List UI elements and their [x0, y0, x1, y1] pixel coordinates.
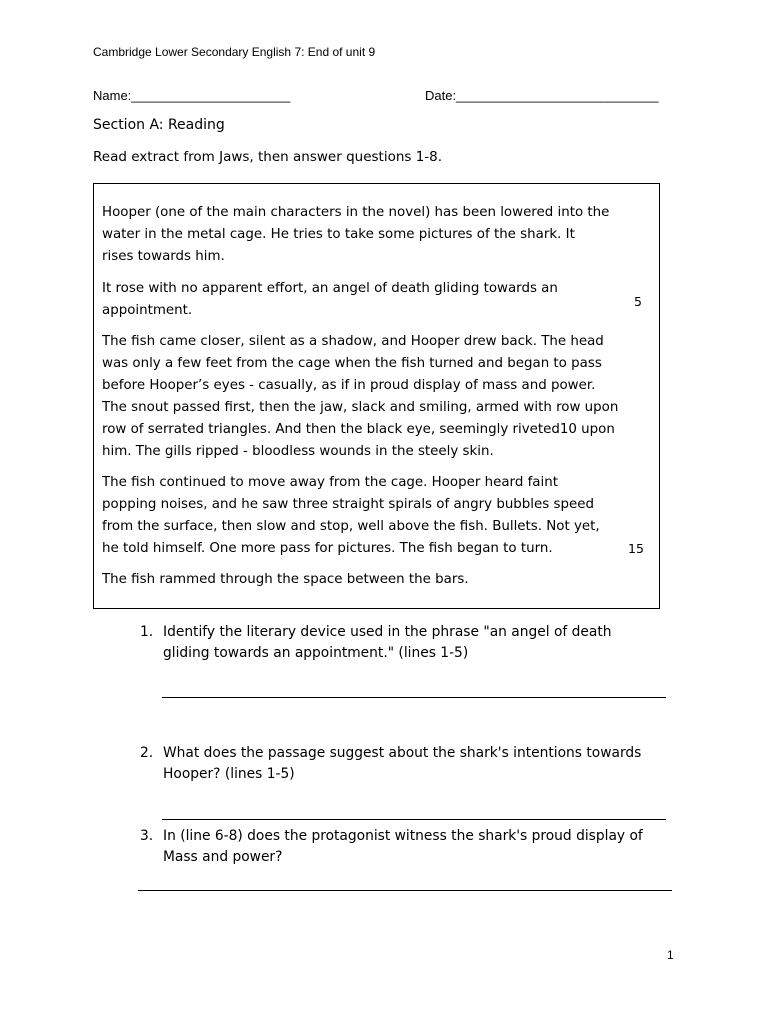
date-field: Date:____________________________ [425, 88, 659, 103]
section-title: Section A: Reading [93, 117, 225, 133]
extract-paragraph-3 [102, 331, 652, 463]
extract-paragraph-2 [102, 278, 652, 322]
question-text: What does the passage suggest about the shark's intentions towards [163, 745, 642, 761]
extract-line: It rose with no apparent effort, an angel of death gliding towards an [102, 281, 558, 296]
extract-line: him. The gills ripped - bloodless wounds in the steely skin. [102, 444, 494, 459]
extract-line: from the surface, then slow and stop, well above the fish. Bullets. Not yet, [102, 519, 600, 534]
answer-line-3[interactable] [138, 890, 672, 891]
line-number-15: 15 [628, 541, 644, 556]
extract-line: he told himself. One more pass for pictures. The fish began to turn. [102, 541, 553, 556]
page-number: 1 [667, 948, 674, 962]
question-number: 1. [140, 624, 154, 640]
question-text: In (line 6-8) does the protagonist witness the shark's proud display of [163, 828, 643, 844]
extract-line: was only a few feet from the cage when the fish turned and began to pass [102, 356, 602, 371]
extract-line: The fish continued to move away from the cage. Hooper heard faint [102, 475, 558, 490]
extract-line: before Hooper’s eyes - casually, as if in proud display of mass and power. [102, 378, 596, 393]
extract-line: The fish came closer, silent as a shadow, and Hooper drew back. The head [102, 334, 604, 349]
question-text: Mass and power? [163, 849, 283, 865]
extract-line: popping noises, and he saw three straight spirals of angry bubbles speed [102, 497, 594, 512]
extract-line: Hooper (one of the main characters in the novel) has been lowered into the [102, 205, 610, 220]
answer-line-1[interactable] [162, 697, 666, 698]
extract-line: row of serrated triangles. And then the black eye, seemingly riveted10 upon [102, 422, 615, 437]
question-number: 3. [140, 828, 154, 844]
extract-paragraph-5 [102, 569, 652, 591]
question-text: Identify the literary device used in the phrase "an angel of death [163, 624, 612, 640]
instruction-text: Read extract from Jaws, then answer questions 1-8. [93, 149, 443, 165]
document-header: Cambridge Lower Secondary English 7: End of unit 9 [93, 45, 376, 59]
question-number: 2. [140, 745, 154, 761]
name-field: Name:______________________ [93, 88, 291, 103]
extract-line: The fish rammed through the space between the bars. [102, 572, 469, 587]
extract-line: water in the metal cage. He tries to take some pictures of the shark. It [102, 227, 575, 242]
line-number-5: 5 [634, 294, 642, 309]
extract-paragraph-1 [102, 202, 652, 268]
question-text: Hooper? (lines 1-5) [163, 766, 295, 782]
answer-line-2[interactable] [162, 819, 666, 820]
extract-paragraph-4 [102, 472, 652, 560]
extract-line: appointment. [102, 303, 193, 318]
extract-line: The snout passed first, then the jaw, slack and smiling, armed with row upon [102, 400, 619, 415]
extract-line: rises towards him. [102, 249, 225, 264]
question-text: gliding towards an appointment." (lines 1-5) [163, 645, 469, 661]
